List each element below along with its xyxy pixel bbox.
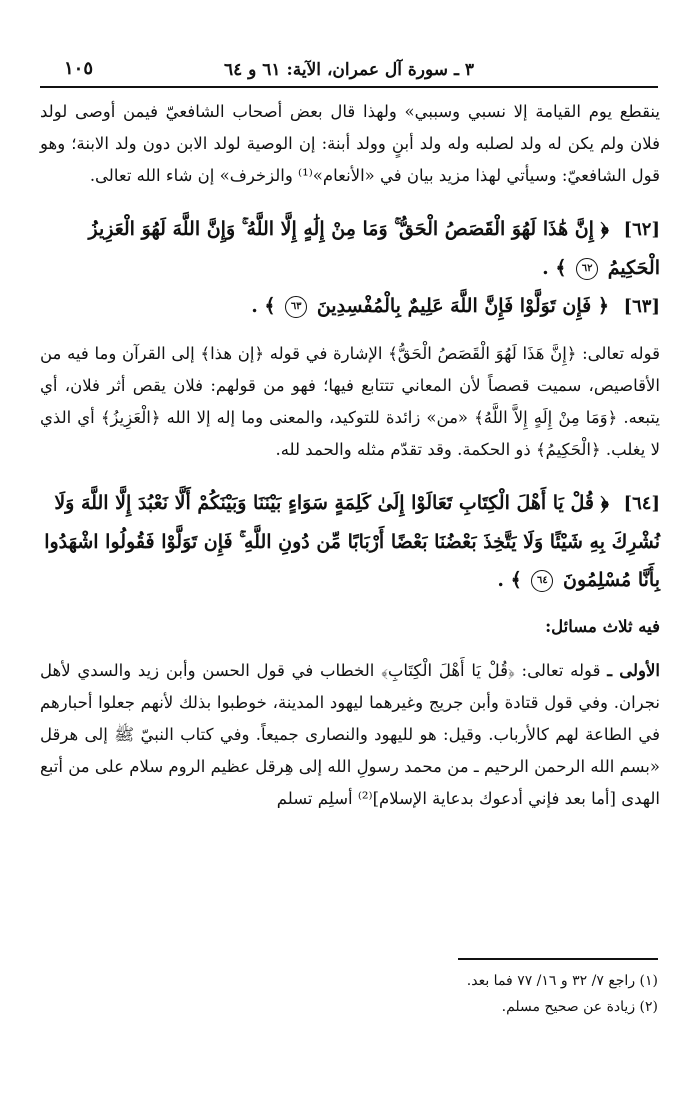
verse-number: [٦٤] — [623, 493, 660, 514]
issue-label: الأولى ـ — [607, 661, 660, 680]
footnote-1: (١) راجع ٧/ ٣٢ و ١٦/ ٧٧ فما بعد. — [466, 973, 658, 989]
paragraph-continuation: ينقطع يوم القيامة إلا نسبي وسببي» ولهذا قال بعض أصحاب الشافعيّ فيمن أوصى لولد فلان ولم يكن له ولد لصلبه وله ولد أبنٍ وولد أبنة: إن الوصية لولد الابن دون ولد الابنة؛ وهو قول الشافعيّ: وسيأتي لهذا مزيد بيان في «الأنعام»⁽¹⁾ والزخرف» إن شاء الله تعالى. — [40, 102, 660, 185]
verse-text: ﴿ قُلْ يَا أَهْلَ الْكِتَابِ تَعَالَوْا إِلَىٰ كَلِمَةٍ سَوَاءٍ بَيْنَنَا وَبَيْنَكُمْ أَلَّا نَعْبُدَ إِلَّا اللَّهَ وَلَا نُشْرِكَ بِهِ شَيْئًا وَلَا يَتَّخِذَ بَعْضُنَا بَعْضًا أَرْبَابًا مِّن دُونِ اللَّهِ ۚ فَإِن تَوَلَّوْا فَقُولُوا اشْهَدُوا بِأَنَّا مُسْلِمُونَ — [44, 492, 660, 591]
verse-number: [٦٣] — [623, 296, 660, 317]
verse-text: ﴿ فَإِن تَوَلَّوْا فَإِنَّ اللَّهَ عَلِيمٌ بِالْمُفْسِدِينَ — [316, 295, 609, 317]
page-number: ١٠٥ — [64, 58, 94, 79]
verse-tail: ﴾ . — [251, 295, 276, 317]
page-header — [40, 56, 658, 88]
verse-text: ﴿ إِنَّ هَٰذَا لَهُوَ الْقَصَصُ الْحَقُّ ۚ وَمَا مِنْ إِلَٰهٍ إِلَّا اللَّهُ ۚ وَإِنَّ اللَّهَ لَهُوَ الْعَزِيزُ الْحَكِيمُ — [88, 218, 660, 279]
footnote-2: (٢) زيادة عن صحيح مسلم. — [501, 999, 658, 1015]
verse-62 — [40, 210, 660, 287]
page-body — [40, 96, 660, 815]
issues-intro: فيه ثلاث مسائل: — [545, 617, 660, 636]
verse-63 — [40, 287, 660, 326]
header-rule — [40, 86, 658, 88]
ayah-marker-icon: ٦٣ — [285, 296, 307, 318]
verse-64 — [40, 484, 660, 599]
verse-tail: ﴾ . — [497, 569, 522, 591]
ayah-marker-icon: ٦٤ — [531, 570, 553, 592]
footnotes — [40, 968, 658, 1020]
verse-number: [٦٢] — [623, 219, 660, 240]
running-title: ٣ ـ سورة آل عمران، الآية: ٦١ و ٦٤ — [223, 60, 474, 80]
paragraph-first-issue — [40, 655, 660, 815]
issue-text: قوله تعالى: ﴿قُلْ يَا أَهْلَ الْكِتَابِ﴾ الخطاب في قول الحسن وأبن زيد والسدي لأهل نجران. وفي قول قتادة وأبن جريج وغيرهما ليهود المدينة، خوطبوا بذلك لأنهم جعلوا أحبارهم في الطاعة لهم كالأرباب. وقيل: هو لليهود والنصارى جميعاً. وفي كتاب النبيّ ﷺ إلى هرقل «بسم الله الرحمن الرحيم ـ من محمد رسولِ الله إلى هِرقل عظيم الروم سلام على من أتبع الهدى [أما بعد فإني أدعوك بدعاية الإسلام]⁽²⁾ أسلِم تسلم — [40, 661, 660, 808]
ayah-marker-icon: ٦٢ — [576, 258, 598, 280]
paragraph-commentary: قوله تعالى: ﴿إِنَّ هَذَا لَهُوَ الْقَصَصُ الْحَقُّ﴾ الإشارة في قوله ﴿إن هذا﴾ إلى القرآن وما فيه من الأقاصيص، سميت قصصاً لأن المعاني تتتابع فيها؛ فهو من قولهم: فلان يقص أثر فلان، أي يتبعه. ﴿وَمَا مِنْ إِلَهٍ إِلاَّ اللَّهُ﴾ «من» زائدة للتوكيد، والمعنى وما إله إلا الله ﴿الْعَزِيزُ﴾ أي الذي لا يغلب. ﴿الْحَكِيمُ﴾ ذو الحكمة. وقد تقدّم مثله والحمد لله. — [40, 344, 660, 459]
verse-tail: ﴾ . — [542, 257, 567, 279]
footnote-rule — [458, 958, 658, 960]
